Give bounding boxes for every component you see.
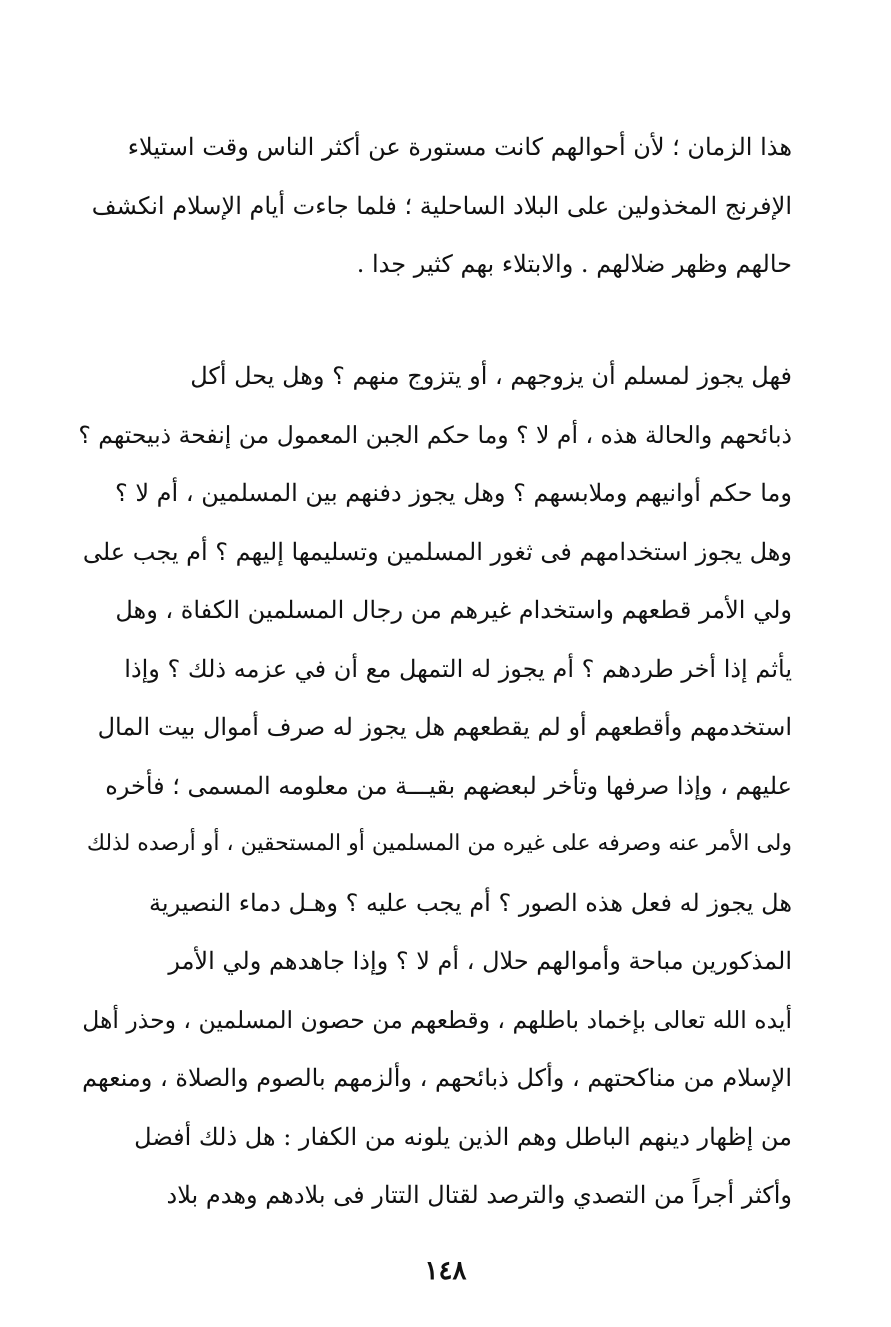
paragraph-1: [76, 118, 792, 294]
text-line: عليهم ، وإذا صرفها وتأخر لبعضهم بقيـــة من معلومه المسمى ؛ فأخره: [105, 771, 792, 800]
text-line: الإسلام من مناكحتهم ، وأكل ذبائحهم ، وألزمهم بالصوم والصلاة ، ومنعهم: [82, 1064, 792, 1092]
text-line: فهل يجوز لمسلم أن يزوجهم ، أو يتزوج منهم ؟ وهل يحل أكل: [190, 362, 792, 390]
text-line: استخدمهم وأقطعهم أو لم يقطعهم هل يجوز له صرف أموال بيت المال: [97, 713, 792, 741]
text-line: ذبائحهم والحالة هذه ، أم لا ؟ وما حكم الجبن المعمول من إنفحة ذبيحتهم ؟: [78, 420, 792, 449]
text-line: هذا الزمان ؛ لأن أحوالهم كانت مستورة عن أكثر الناس وقت استيلاء: [127, 133, 792, 161]
text-line: أيده الله تعالى بإخماد باطلهم ، وقطعهم من حصون المسلمين ، وحذر أهل: [82, 1005, 792, 1034]
text-line: حالهم وظهر ضلالهم . والابتلاء بهم كثير جدا .: [356, 250, 792, 278]
text-line: وما حكم أوانيهم وملابسهم ؟ وهل يجوز دفنهم بين المسلمين ، أم لا ؟: [114, 479, 792, 507]
text-line: من إظهار دينهم الباطل وهم الذين يلونه من الكفار : هل ذلك أفضل: [134, 1122, 792, 1151]
text-line: ولي الأمر قطعهم واستخدام غيرهم من رجال المسلمين الكفاة ، وهل: [115, 596, 792, 624]
text-line: ولى الأمر عنه وصرفه على غيره من المسلمين أو المستحقين ، أو أرصده لذلك: [86, 831, 792, 856]
text-line: هل يجوز له فعل هذه الصور ؟ أم يجب عليه ؟ وهـل دماء النصيرية: [149, 888, 792, 917]
page-number: ١٤٨: [424, 1256, 467, 1286]
text-line: المذكورين مباحة وأموالهم حلال ، أم لا ؟ وإذا جاهدهم ولي الأمر: [168, 947, 792, 975]
text-line: وأكثر أجراً من التصدي والترصد لقتال التتار فى بلادهم وهدم بلاد: [166, 1181, 792, 1209]
text-line: يأثم إذا أخر طردهم ؟ أم يجوز له التمهل مع أن في عزمه ذلك ؟ وإذا: [124, 654, 792, 683]
text-line: وهل يجوز استخدامهم فى ثغور المسلمين وتسليمها إليهم ؟ أم يجب على: [82, 537, 792, 566]
text-line: الإفرنج المخذولين على البلاد الساحلية ؛ فلما جاءت أيام الإسلام انكشف: [91, 191, 792, 220]
paragraph-2: [76, 347, 792, 1225]
